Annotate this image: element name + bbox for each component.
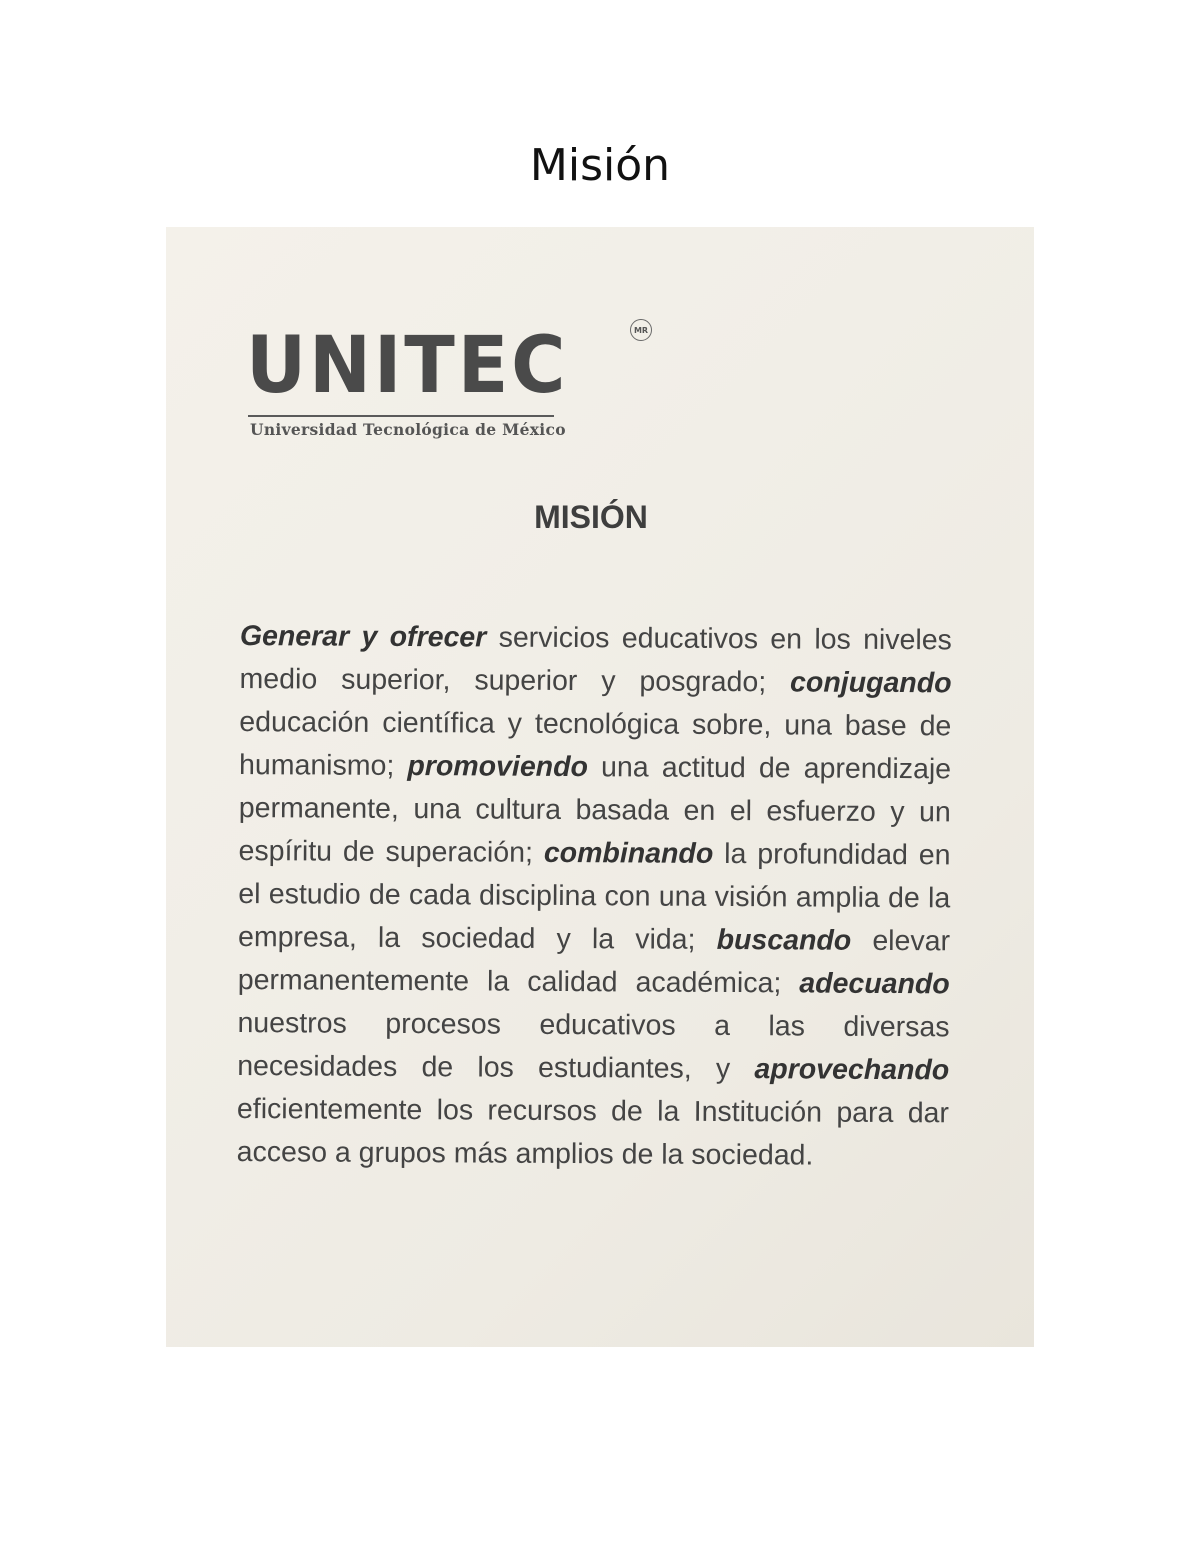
mission-text-segment: la profundidad en el estudio de cada disciplina con una visión amplia de la empresa, la sociedad y la vida; — [237, 837, 951, 956]
mission-keyword: aprovechando — [754, 1053, 950, 1087]
mission-heading: MISIÓN — [534, 499, 648, 535]
mission-keyword: buscando — [716, 923, 852, 957]
mission-text-segment: elevar permanentemente la calidad académica; — [237, 924, 951, 1000]
mission-text-segment: educación científica y tecnológica sobre, una base de humanismo; — [238, 705, 952, 783]
mission-text-segment: eficientemente los recursos de la Institución para dar acceso a grupos más amplios de la sociedad. — [236, 1092, 950, 1172]
mission-paragraph — [237, 615, 952, 1178]
mission-photo — [166, 227, 1034, 1347]
mission-keyword: promoviendo — [407, 750, 589, 784]
mission-keyword: conjugando — [790, 666, 952, 700]
mission-text-segment: servicios educativos en los niveles medio superior, superior y posgrado; — [239, 621, 952, 699]
page-title: Misión — [529, 140, 671, 191]
unitec-logo — [246, 321, 649, 411]
registered-mark-icon: MR — [630, 319, 652, 341]
mission-keyword: adecuando — [799, 967, 950, 1001]
mission-text-segment: nuestros procesos educativos a las diversas necesidades de los estudiantes, y — [237, 1006, 950, 1086]
mission-keyword: Generar y ofrecer — [239, 619, 487, 654]
logo-subtitle: Universidad Tecnológica de México — [250, 420, 566, 439]
logo-divider — [248, 415, 554, 417]
logo-wordmark: UNITEC — [246, 321, 569, 411]
mission-keyword: combinando — [543, 836, 714, 870]
mission-text-segment: una actitud de aprendizaje permanente, una cultura basada en el esfuerzo y un espíritu de superación; — [238, 751, 952, 869]
